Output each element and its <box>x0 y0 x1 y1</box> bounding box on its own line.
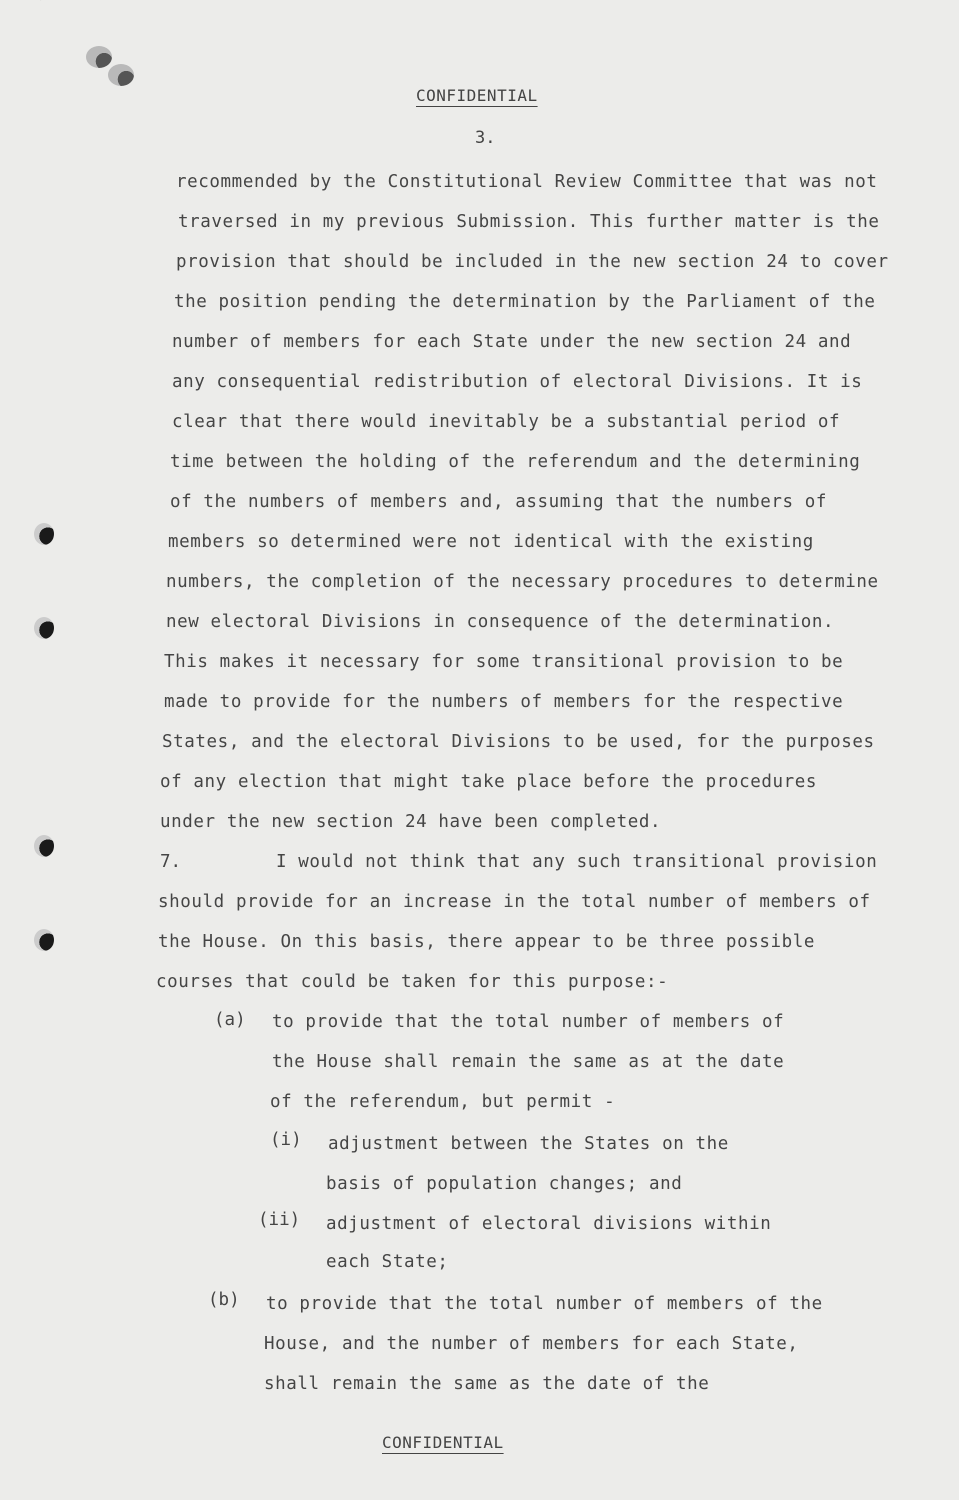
item-marker-a-i: (i) <box>270 1130 302 1150</box>
staple-mark <box>108 64 134 86</box>
text-line: of the referendum, but permit - <box>270 1092 616 1112</box>
page-number: 3. <box>475 128 496 148</box>
text-line: recommended by the Constitutional Review Committee that was not <box>176 172 878 192</box>
punch-hole <box>34 617 54 639</box>
text-line: I would not think that any such transitional provision <box>276 852 878 872</box>
punch-hole <box>34 835 54 857</box>
paragraph-number: 7. <box>160 852 182 872</box>
text-line: States, and the electoral Divisions to be used, for the purposes <box>162 732 875 752</box>
text-line: number of members for each State under the new section 24 and <box>172 332 852 352</box>
text-line: the House shall remain the same as at the date <box>272 1052 785 1072</box>
item-marker-b: (b) <box>208 1290 240 1310</box>
text-line: the House. On this basis, there appear to be three possible <box>158 932 816 952</box>
confidential-header: CONFIDENTIAL <box>416 86 538 105</box>
text-line: adjustment of electoral divisions within <box>326 1214 772 1234</box>
text-line: of any election that might take place before the procedures <box>160 772 818 792</box>
text-line: provision that should be included in the new section 24 to cover <box>176 252 889 272</box>
text-line: This makes it necessary for some transitional provision to be <box>164 652 844 672</box>
text-line: House, and the number of members for each State, <box>264 1334 799 1354</box>
text-line: numbers, the completion of the necessary procedures to determine <box>166 572 879 592</box>
text-line: to provide that the total number of members of the <box>266 1294 823 1314</box>
text-line: of the numbers of members and, assuming that the numbers of <box>170 492 828 512</box>
paper-tear-mark <box>40 0 221 73</box>
text-line: adjustment between the States on the <box>328 1134 729 1154</box>
text-line: basis of population changes; and <box>326 1174 683 1194</box>
text-line: any consequential redistribution of electoral Divisions. It is <box>172 372 863 392</box>
text-line: made to provide for the numbers of members for the respective <box>164 692 844 712</box>
text-line: time between the holding of the referendum and the determining <box>170 452 861 472</box>
staple-mark <box>86 46 112 68</box>
text-line: shall remain the same as the date of the <box>264 1374 710 1394</box>
text-line: courses that could be taken for this purpose:- <box>156 972 669 992</box>
text-line: to provide that the total number of members of <box>272 1012 785 1032</box>
item-marker-a: (a) <box>214 1010 246 1030</box>
punch-hole <box>34 523 54 545</box>
text-line: should provide for an increase in the total number of members of <box>158 892 871 912</box>
item-marker-a-ii: (ii) <box>258 1210 301 1230</box>
text-line: under the new section 24 have been completed. <box>160 812 662 832</box>
confidential-footer: CONFIDENTIAL <box>382 1433 504 1452</box>
text-line: new electoral Divisions in consequence of the determination. <box>166 612 835 632</box>
text-line: the position pending the determination by the Parliament of the <box>174 292 876 312</box>
text-line: traversed in my previous Submission. This further matter is the <box>178 212 880 232</box>
text-line: clear that there would inevitably be a substantial period of <box>172 412 841 432</box>
punch-hole <box>34 929 54 951</box>
text-line: each State; <box>326 1252 449 1272</box>
text-line: members so determined were not identical with the existing <box>168 532 814 552</box>
